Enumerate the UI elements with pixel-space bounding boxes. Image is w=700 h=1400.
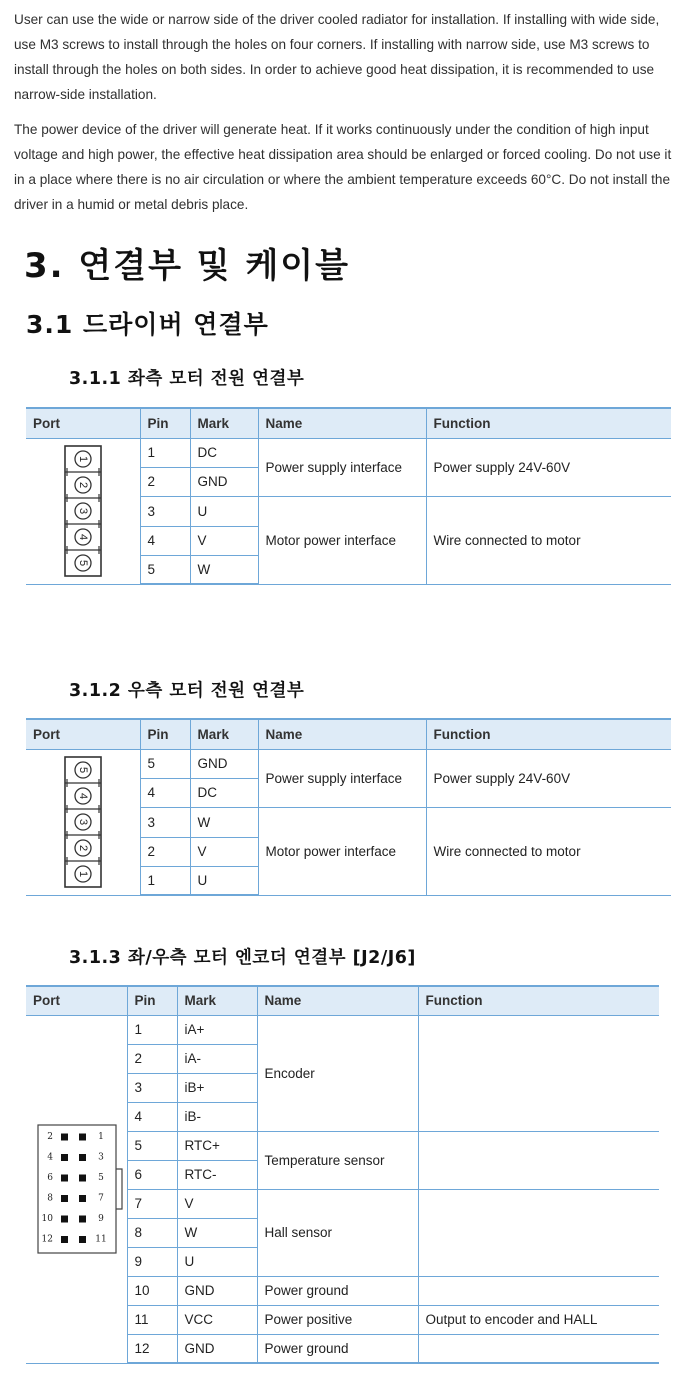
pin-mark: iB- [177,1102,257,1131]
table-row [26,438,671,467]
heading-left-motor-power: 3.1.1 좌측 모터 전원 연결부 [69,369,305,389]
terminal-connector-icon [63,444,103,578]
header-mark: Mark [190,408,258,438]
svg-text:2: 2 [76,844,89,852]
pin-name: Hall sensor [257,1189,418,1276]
heading-right-motor-power: 3.1.2 우측 모터 전원 연결부 [69,681,305,701]
port-connector-cell [26,749,140,895]
pin-function: Wire connected to motor [426,496,671,584]
port-connector-cell [26,1015,127,1363]
pin-mark: U [190,866,258,895]
pin-name: Temperature sensor [257,1131,418,1189]
pin-name: Power supply interface [258,749,426,807]
header-port: Port [26,719,140,749]
header-pin: Pin [127,986,177,1015]
pin-number: 1 [140,866,190,895]
pin-function [418,1189,659,1276]
header-name: Name [258,408,426,438]
pin-number: 11 [127,1305,177,1334]
svg-text:1: 1 [76,870,89,878]
pin-mark: GND [190,749,258,778]
pin-number: 3 [140,496,190,526]
header-port: Port [26,986,127,1015]
svg-text:9: 9 [98,1214,104,1224]
pin-number: 3 [140,807,190,837]
pin-mark: DC [190,438,258,467]
port-connector-cell [26,438,140,584]
pin-number: 12 [127,1334,177,1363]
pin-mark: GND [177,1276,257,1305]
pin-mark: W [190,555,258,584]
pin-function [418,1334,659,1363]
svg-text:7: 7 [98,1193,104,1204]
header-pin: Pin [140,719,190,749]
svg-text:4: 4 [76,533,89,541]
pin-mark: VCC [177,1305,257,1334]
pin-number: 2 [140,467,190,496]
pin-name: Encoder [257,1015,418,1131]
pin-number: 5 [140,749,190,778]
pin-mark: W [177,1218,257,1247]
pin-function [418,1131,659,1189]
svg-text:5: 5 [76,559,89,567]
pin-function: Power supply 24V-60V [426,749,671,807]
pin-number: 1 [140,438,190,467]
pin-number: 10 [127,1276,177,1305]
pin-mark: V [190,837,258,866]
header-port: Port [26,408,140,438]
pin-mark: GND [190,467,258,496]
svg-text:4: 4 [47,1152,53,1163]
pin-mark: iB+ [177,1073,257,1102]
svg-text:1: 1 [76,455,89,463]
paragraph-installation: User can use the wide or narrow side of the driver cooled radiator for installation. If installing with wide side, use M3 screws to install through the holes on four corners. If installing with narrow side, use M3 screws to install through the holes on both sides. In order to achieve good heat dissipation, it is recommended to use narrow-side installation. [14,12,660,102]
table-header-row [26,719,671,749]
svg-text:1: 1 [98,1132,104,1142]
header-name: Name [258,719,426,749]
svg-text:5: 5 [98,1173,104,1183]
pin-number: 6 [127,1160,177,1189]
pin-mark: W [190,807,258,837]
svg-text:8: 8 [47,1193,53,1204]
pin-number: 4 [140,778,190,807]
pin-name: Motor power interface [258,807,426,895]
header-mark: Mark [190,719,258,749]
table-left-motor-power [26,407,671,585]
header-pin: Pin [140,408,190,438]
svg-text:5: 5 [76,766,89,774]
pin-mark: iA- [177,1044,257,1073]
header-function: Function [418,986,659,1015]
header-mark: Mark [177,986,257,1015]
table-header-row [26,986,659,1015]
terminal-connector-icon [63,755,103,889]
pin-name: Power supply interface [258,438,426,496]
pin-mark: RTC- [177,1160,257,1189]
pin-number: 5 [140,555,190,584]
table-row [26,1015,659,1044]
pin-function: Output to encoder and HALL [418,1305,659,1334]
svg-text:3: 3 [76,507,89,515]
pin-number: 3 [127,1073,177,1102]
pin-function: Wire connected to motor [426,807,671,895]
pin-number: 4 [127,1102,177,1131]
pin-name: Power ground [257,1276,418,1305]
svg-text:3: 3 [76,818,89,826]
encoder-header-connector-icon [33,1123,125,1255]
svg-text:4: 4 [76,792,89,800]
table-row [26,749,671,778]
pin-number: 9 [127,1247,177,1276]
pin-name: Power positive [257,1305,418,1334]
pin-number: 2 [127,1044,177,1073]
pin-mark: DC [190,778,258,807]
pin-number: 2 [140,837,190,866]
heading-driver-connections: 3.1 드라이버 연결부 [26,310,269,339]
svg-text:2: 2 [76,481,89,489]
table-right-motor-power [26,718,671,896]
pin-number: 8 [127,1218,177,1247]
pin-function [418,1015,659,1131]
pin-mark: GND [177,1334,257,1363]
pin-mark: V [177,1189,257,1218]
svg-text:6: 6 [47,1173,53,1183]
pin-function [418,1276,659,1305]
heading-encoder-connector: 3.1.3 좌/우측 모터 엔코더 연결부 [J2/J6] [69,948,416,968]
pin-mark: V [190,526,258,555]
svg-text:2: 2 [47,1132,53,1142]
header-function: Function [426,719,671,749]
pin-mark: RTC+ [177,1131,257,1160]
paragraph-heat: The power device of the driver will generate heat. If it works continuously under the condition of high input voltage and high power, the effective heat dissipation area should be enlarged or forced cooling. Do not use it in a place where there is no air circulation or where the ambient temperature exceeds 60°C. Do not install the driver in a humid or metal debris place. [14,122,672,212]
pin-mark: U [190,496,258,526]
pin-mark: U [177,1247,257,1276]
pin-number: 4 [140,526,190,555]
pin-number: 7 [127,1189,177,1218]
svg-text:3: 3 [98,1152,104,1163]
pin-mark: iA+ [177,1015,257,1044]
table-header-row [26,408,671,438]
pin-number: 5 [127,1131,177,1160]
svg-text:12: 12 [41,1234,53,1245]
pin-function: Power supply 24V-60V [426,438,671,496]
header-function: Function [426,408,671,438]
svg-text:10: 10 [41,1214,53,1224]
pin-number: 1 [127,1015,177,1044]
svg-text:11: 11 [95,1234,107,1245]
table-encoder-connector [26,985,659,1364]
pin-name: Motor power interface [258,496,426,584]
pin-name: Power ground [257,1334,418,1363]
header-name: Name [257,986,418,1015]
heading-connections-cables: 3. 연결부 및 케이블 [24,246,350,286]
